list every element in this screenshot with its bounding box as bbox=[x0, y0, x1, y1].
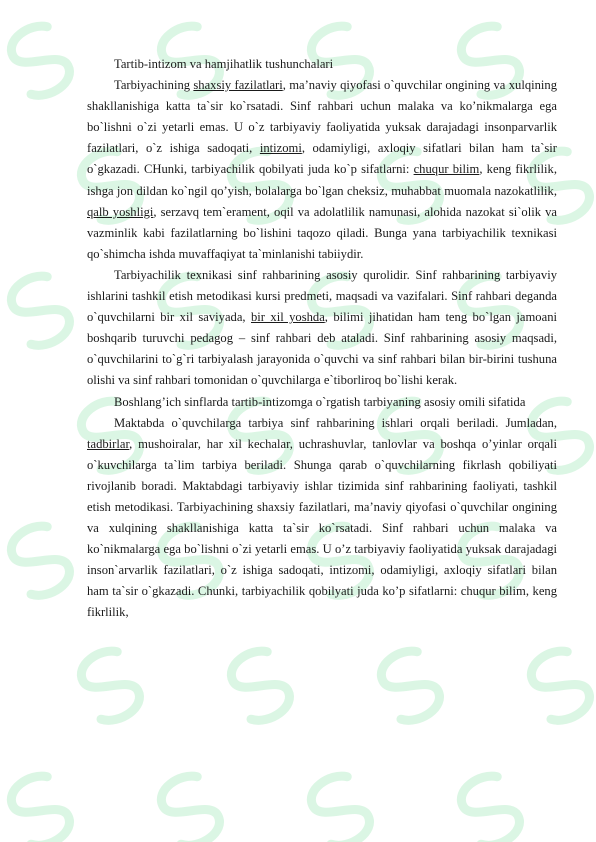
paragraph-1: Tarbiyachining shaxsiy fazilatlari, ma’naviy qiyofasi o`quvchilar ongining va xulqining shakllanishiga katta ta`sir ko`rsatadi. Sinf rahbari uchun malaka va ko’nikmalarga ega bo`lishni o`zi yetarli emas. U o`z tarbiyaviy faoliyatida yuksak darajadagi insonparvarlik fazilatlari, o`z ishiga sadoqati, intizomi, odamiyligi, axloqiy sifatlari bilan ham ta`sir o`gkazadi. CHunki, tarbiyachilik qobilyati juda ko`p sifatlarni: chuqur bilim, keng fikrlilik, ishga jon dildan ko`ngil qo’yish, bolalarga bo`lgan cheksiz, muhabbat muomala nazokatlilik, qalb yoshligi, serzavq tem`erament, oqil va adolatlilik namunasi, alohida nazokat si`olik va vazminlik kabi fazilatlarning bo`lishini taqozo qiladi. Bunga yana tarbiyachilik texnikasi qo`shimcha ishda muvaffaqiyat ta`minlanishi tabiiydir. bbox=[87, 78, 558, 261]
watermark-glyph bbox=[223, 646, 295, 727]
underlined-phrase: intizomi bbox=[259, 141, 302, 156]
underlined-phrase: bir xil yoshda bbox=[251, 310, 325, 325]
watermark-glyph bbox=[153, 771, 225, 842]
section-heading: Boshlang’ich sinflarda tartib-intizomga o`rgatish tarbiyaning asosiy omili sifatida bbox=[114, 394, 526, 409]
watermark-glyph bbox=[3, 521, 75, 602]
underlined-phrase: chuqur bilim bbox=[413, 162, 480, 177]
watermark-glyph bbox=[453, 771, 525, 842]
watermark-glyph bbox=[3, 21, 75, 102]
watermark-glyph bbox=[73, 646, 145, 727]
paragraph-2: Tarbiyachilik texnikasi sinf rahbarining asosiy qurolidir. Sinf rahbarining tarbiyaviy ishlarini tashkil etish metodikasi kursi predmeti, maqsadi va vazifalari. Sinf rahbari deganda o`quvchilarni bir xil saviyada, bir xil yoshda, bilimi jihatidan ham teng bo`lgan jamoani boshqarib turuvchi pedagog – sinf rahbari deb ataladi. Sinf rahbarining asosiy maqsadi, o`quvchilarini to`g`ri tarbiyalash jarayonida o`quvchi va sinf rahbari bilan bir-birini tushuna olishi va sinf rahbari tomonidan o`quvchilarga e`tiborliroq bo`lishi kerak. bbox=[87, 267, 557, 388]
watermark-glyph bbox=[373, 646, 445, 727]
watermark-glyph bbox=[303, 771, 375, 842]
watermark-glyph bbox=[523, 646, 595, 727]
underlined-phrase: qalb yoshligi bbox=[87, 204, 154, 219]
document-title: Tartib-intizom va hamjihatlik tushunchalari bbox=[114, 57, 334, 71]
watermark-glyph bbox=[3, 771, 75, 842]
underlined-phrase: tadbirlar bbox=[87, 436, 130, 451]
document-body bbox=[87, 54, 557, 624]
underlined-phrase: shaxsiy fazilatlari bbox=[193, 78, 283, 93]
watermark-glyph bbox=[3, 271, 75, 352]
paragraph-3: Maktabda o`quvchilarga tarbiya sinf rahbarining ishlari orqali beriladi. Jumladan, tadbirlar, mushoiralar, har xil kechalar, uchrashuvlar, tanlovlar va boshqa o’yinlar orqali o`kuvchilarga ta`lim tarbiya beriladi. Shunga qarab o`quvchilarning fikrlash qobiliyati rivojlanib boradi. Maktabdagi tarbiyaviy ishlar tizimida sinf rahbarining faoliyati, tashkil etish metodikasi. Tarbiyachining shaxsiy fazilatlari, ma’naviy qiyofasi o`quvchilar ongining va xulqining shakllanishiga katta ta`sir ko`rsatadi. Sinf rahbari uchun malaka va ko`nikmalarga ega bo`lishni o`zi yetarli emas. U o’z tarbiyaviy faoliyatida yuksak darajadagi inson`arvarlik fazilatlari, o`z ishiga sadoqati, intizomi, odamiyligi, axloqiy sifatlari bilan ham ta`sir o`gkazadi. Chunki, tarbiyachilik qobilyati juda ko’p sifatlarni: chuqur bilim, keng fikrlilik, bbox=[87, 415, 557, 620]
